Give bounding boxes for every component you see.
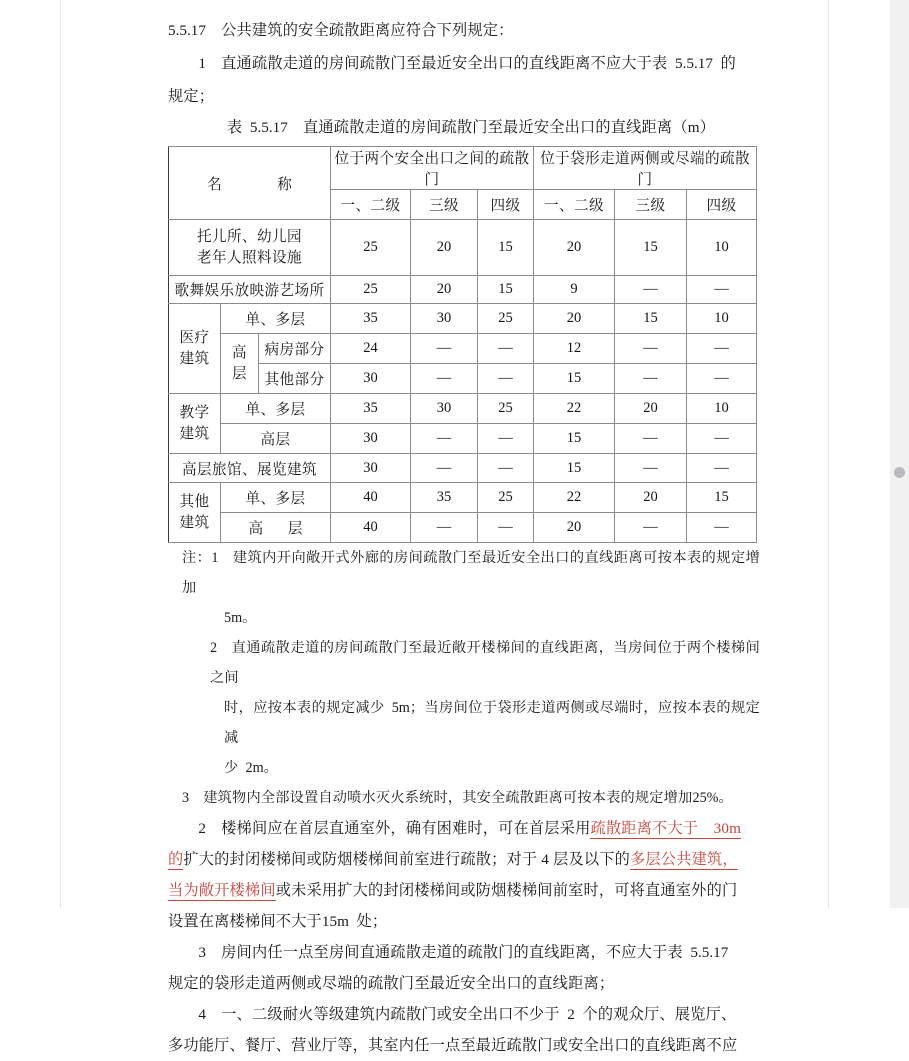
table-note-2-cont-a	[168, 693, 760, 753]
item-4-number: 4	[198, 1006, 206, 1023]
item-2-revision-mark-2: 多层公共建筑，	[630, 851, 738, 868]
document-page	[168, 0, 761, 1054]
cell-value: 30	[331, 454, 411, 483]
clause-item-4	[168, 999, 760, 1030]
item-2-text-d-tail: 处；	[356, 913, 388, 930]
table-header-group-dead-end: 位于袋形走道两侧或尽端的疏散门	[534, 147, 757, 190]
cell-value: —	[411, 334, 478, 364]
cell-value: 30	[331, 424, 411, 454]
table-header-grade-2: 三级	[411, 190, 478, 220]
cell-value: —	[687, 334, 757, 364]
row-sub-label: 其他部分	[259, 364, 331, 394]
row-group-other: 其他 建筑	[169, 483, 221, 543]
table-note-1	[168, 543, 760, 603]
page-right-margin-rule	[828, 0, 829, 908]
evacuation-distance-table	[168, 146, 757, 543]
item-3-text: 房间内任一点至房间直通疏散走道的疏散门的直线距离，不应大于表	[221, 944, 683, 961]
cell-value: 10	[687, 394, 757, 424]
cell-value: —	[615, 454, 687, 483]
note-1-tail: 。	[242, 610, 257, 626]
note-3-number: 3	[182, 790, 190, 806]
note-1-value: 5m	[224, 610, 243, 626]
cell-value: 15	[615, 220, 687, 276]
table-header-grade-4: 一、二级	[534, 190, 615, 220]
cell-value: 25	[331, 276, 411, 304]
table-caption-number: 5.5.17	[249, 119, 288, 136]
cell-value: —	[478, 513, 534, 543]
cell-value: 35	[331, 394, 411, 424]
cell-value: 22	[534, 394, 615, 424]
cell-value: 12	[534, 334, 615, 364]
row-label-hotel-exhibition: 高层旅馆、展览建筑	[169, 454, 331, 483]
note-2-value-2: 2m	[245, 760, 264, 776]
row-sub-label: 高 层	[221, 513, 331, 543]
cell-value: —	[615, 513, 687, 543]
cell-value: —	[687, 424, 757, 454]
cell-value: 25	[478, 394, 534, 424]
table-caption-label: 表	[226, 119, 243, 136]
clause-item-3-line-2	[168, 968, 760, 999]
cell-value: 40	[331, 513, 411, 543]
cell-value: 15	[534, 454, 615, 483]
item-3-number: 3	[198, 944, 206, 961]
row-sub-label: 病房部分	[259, 334, 331, 364]
cell-value: —	[615, 276, 687, 304]
item-1-text-tail: 的	[720, 55, 736, 72]
cell-value: 15	[534, 364, 615, 394]
note-2-line3b: 。	[263, 760, 279, 776]
cell-value: —	[478, 424, 534, 454]
cell-value: 35	[411, 483, 478, 513]
cell-value: 20	[411, 276, 478, 304]
clause-item-2	[168, 813, 760, 844]
table-header-grade-6: 四级	[687, 190, 757, 220]
cell-value: —	[478, 364, 534, 394]
table-header-grade-5: 三级	[615, 190, 687, 220]
table-note-3	[168, 783, 760, 813]
row-tier-highrise: 高 层	[221, 334, 259, 394]
item-2-text-b: 扩大的封闭楼梯间或防烟楼梯间前室进行疏散；对于 4 层及以下的	[183, 851, 631, 868]
table-note-1-cont	[168, 603, 760, 633]
table-row	[169, 454, 757, 483]
cell-value: 10	[687, 304, 757, 334]
cell-value: 15	[478, 220, 534, 276]
cell-value: 9	[534, 276, 615, 304]
clause-item-3	[168, 937, 760, 968]
row-sub-label: 单、多层	[221, 394, 331, 424]
item-2-revision-mark-1: 疏散距离不大于 30m	[590, 820, 742, 837]
cell-value: —	[687, 454, 757, 483]
cell-value: 22	[534, 483, 615, 513]
cell-value: —	[687, 276, 757, 304]
table-row	[169, 483, 757, 513]
table-header-grade-1: 一、二级	[331, 190, 411, 220]
row-group-educational: 教学 建筑	[169, 394, 221, 454]
cell-value: 20	[615, 483, 687, 513]
item-2-revision-mark-3: 当为敞开楼梯间	[168, 882, 276, 899]
note-3-value: 25%	[692, 790, 719, 806]
item-1-table-ref: 5.5.17	[675, 55, 713, 72]
note-1-number: 1	[211, 550, 219, 566]
cell-value: —	[411, 513, 478, 543]
table-note-2-cont-b	[168, 753, 760, 783]
table-note-2	[168, 633, 760, 693]
cell-value: —	[411, 454, 478, 483]
clause-item-2-line-4	[168, 906, 760, 937]
cell-value: 30	[411, 394, 478, 424]
note-2-text: 直通疏散走道的房间疏散门至最近敞开楼梯间的直线距离，当房间位于两个楼梯间之间	[210, 640, 760, 686]
cell-value: 30	[331, 364, 411, 394]
table-header-row-groups	[169, 147, 757, 190]
cell-value: 24	[331, 334, 411, 364]
item-2-text-c: 或未采用扩大的封闭楼梯间或防烟楼梯间前室时，可将直通室外的门	[275, 882, 738, 899]
table-row	[169, 220, 757, 276]
note-2-line2b: ；当房间位于袋形走道两侧或尽端时，应按本表的规定减	[224, 700, 760, 746]
row-sub-label: 单、多层	[221, 483, 331, 513]
cell-value: 15	[687, 483, 757, 513]
note-3-tail: 。	[718, 790, 733, 806]
vertical-scroll-thumb[interactable]	[894, 467, 905, 478]
cell-value: 15	[478, 276, 534, 304]
clause-item-2-line-2	[168, 844, 760, 875]
page-left-margin-rule	[60, 0, 61, 908]
table-caption-title: 直通疏散走道的房间疏散门至最近安全出口的直线距离（m）	[303, 119, 716, 136]
note-1-text: 建筑内开向敞开式外廊的房间疏散门至最近安全出口的直线距离可按本表的规定增加	[182, 550, 761, 596]
table-row	[169, 276, 757, 304]
table-row	[169, 424, 757, 454]
cell-value: 40	[331, 483, 411, 513]
cell-value: 20	[534, 304, 615, 334]
note-2-line2a: 时，应按本表的规定减少	[224, 700, 385, 716]
row-group-medical: 医疗 建筑	[169, 304, 221, 394]
cell-value: —	[615, 424, 687, 454]
cell-value: —	[478, 334, 534, 364]
row-sub-label: 单、多层	[221, 304, 331, 334]
cell-value: —	[687, 513, 757, 543]
notes-label: 注：	[182, 550, 212, 566]
vertical-scrollbar-track[interactable]	[890, 0, 909, 908]
row-label-nursery: 托儿所、幼儿园 老年人照料设施	[169, 220, 331, 276]
cell-value: 20	[534, 220, 615, 276]
table-header-grade-3: 四级	[478, 190, 534, 220]
clause-heading-text: 公共建筑的安全疏散距离应符合下列规定：	[221, 22, 514, 39]
item-3-table-ref: 5.5.17	[690, 944, 729, 961]
table-row	[169, 394, 757, 424]
table-caption	[168, 113, 760, 143]
clause-item-1	[168, 47, 760, 80]
cell-value: 25	[478, 483, 534, 513]
item-2-distance-value: 15m	[321, 913, 349, 930]
item-4-text-a: 一、二级耐火等级建筑内疏散门或安全出口不少于	[221, 1006, 560, 1023]
cell-value: 20	[411, 220, 478, 276]
item-2-text-a: 楼梯间应在首层直通室外，确有困难时，可在首层采用	[221, 820, 591, 837]
cell-value: 35	[331, 304, 411, 334]
row-label-entertainment: 歌舞娱乐放映游艺场所	[169, 276, 331, 304]
item-2-revision-mark-1b: 的	[168, 851, 184, 868]
item-4-count-value: 2	[567, 1006, 575, 1023]
item-2-text-d: 设置在离楼梯间不大于	[168, 913, 322, 930]
clause-item-4-line-2	[168, 1030, 760, 1061]
clause-item-1-cont	[168, 80, 760, 113]
item-1-number: 1	[198, 55, 206, 72]
cell-value: —	[478, 454, 534, 483]
item-4-line-2-text: 多功能厅、餐厅、营业厅等，其室内任一点至最近疏散门或安全出口的直线距离不应	[168, 1037, 738, 1054]
cell-value: 15	[615, 304, 687, 334]
item-2-number: 2	[198, 820, 206, 837]
clause-number: 5.5.17	[168, 22, 206, 39]
cell-value: 15	[534, 424, 615, 454]
cell-value: 20	[534, 513, 615, 543]
note-2-number: 2	[210, 640, 218, 656]
cell-value: —	[411, 364, 478, 394]
cell-value: —	[615, 334, 687, 364]
item-4-text-b: 个的观众厅、展览厅、	[582, 1006, 737, 1023]
cell-value: 30	[411, 304, 478, 334]
row-sub-label: 高层	[221, 424, 331, 454]
cell-value: —	[615, 364, 687, 394]
clause-heading	[168, 14, 760, 47]
note-2-value: 5m	[391, 700, 410, 716]
cell-value: —	[687, 364, 757, 394]
clause-item-2-line-3	[168, 875, 760, 906]
note-3-text: 建筑物内全部设置自动喷水灭火系统时，其安全疏散距离可按本表的规定增加	[203, 790, 693, 806]
cell-value: 25	[331, 220, 411, 276]
cell-value: 20	[615, 394, 687, 424]
table-row	[169, 304, 757, 334]
item-1-line-2: 规定；	[168, 88, 215, 105]
table-header-name: 名 称	[169, 147, 331, 220]
table-header-group-between-exits: 位于两个安全出口之间的疏散门	[331, 147, 534, 190]
item-3-line-2-text: 规定的袋形走道两侧或尽端的疏散门至最近安全出口的直线距离；	[168, 975, 615, 992]
note-2-line3a: 少	[224, 760, 239, 776]
cell-value: 25	[478, 304, 534, 334]
cell-value: —	[411, 424, 478, 454]
table-row	[169, 513, 757, 543]
cell-value: 10	[687, 220, 757, 276]
item-1-text: 直通疏散走道的房间疏散门至最近安全出口的直线距离不应大于表	[221, 55, 668, 72]
table-row	[169, 334, 757, 364]
